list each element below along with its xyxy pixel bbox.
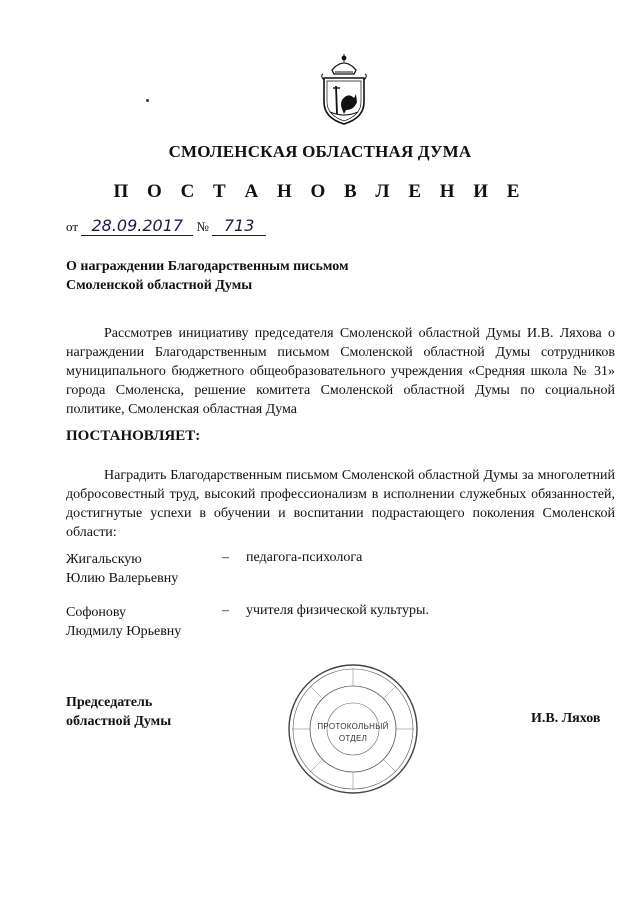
awardee-given-names: Людмилу Юрьевну [66,624,182,639]
organization-title: СМОЛЕНСКАЯ ОБЛАСТНАЯ ДУМА [168,142,472,161]
awardee-name [66,550,178,588]
ink-speck [146,99,149,102]
awardee-dash: – [222,550,229,565]
award-paragraph [66,466,615,542]
signatory-title-line: Председатель [66,695,153,710]
resolves-heading: ПОСТАНОВЛЯЕТ: [66,428,201,444]
seal-center-text [314,721,392,757]
awardee-surname: Жигальскую [66,552,142,567]
awardee-surname: Софонову [66,605,127,620]
coat-of-arms-icon [316,52,372,126]
awardee-role: педагога-психолога [246,550,363,565]
awardee-name [66,603,181,641]
subject-line: Смоленской областной Думы [66,278,253,293]
handwritten-date: 28.09.2017 [81,216,193,236]
preamble-paragraph [66,324,615,419]
signatory-title-line: областной Думы [66,714,172,729]
awardee-given-names: Юлию Валерьевну [66,571,179,586]
signatory-name: И.В. Ляхов [531,711,601,726]
date-number-line [66,216,266,236]
subject-heading [66,257,426,295]
signatory-title [66,693,171,731]
document-type-title: П О С Т А Н О В Л Е Н И Е [113,181,527,202]
number-sign: № [196,219,209,234]
awardee-dash: – [222,603,229,618]
awardee-role: учителя физической культуры. [246,603,429,618]
seal-center-line: ПРОТОКОЛЬНЫЙ [317,722,389,731]
date-prefix: от [66,219,79,234]
award-text: Наградить Благодарственным письмом Смоленской областной Думы за многолетний добросовестный труд, высокий профессионализм в исполнении служебных обязанностей, достигнутые успехи в обучении и воспитании подрастающего поколения Смоленской области: [66,468,615,540]
subject-line: О награждении Благодарственным письмом [66,259,349,274]
handwritten-number: 713 [212,216,266,236]
seal-center-line: ОТДЕЛ [338,734,368,743]
preamble-text: Рассмотрев инициативу председателя Смоленской областной Думы И.В. Ляхова о награждении Благодарственным письмом Смоленской областной Думы сотрудников муниципального бюджетного общеобразовательного учреждения «Средняя школа № 31» города Смоленска, решение комитета Смоленской областной Думы по социальной политике, Смоленская областная Дума [66,326,615,417]
